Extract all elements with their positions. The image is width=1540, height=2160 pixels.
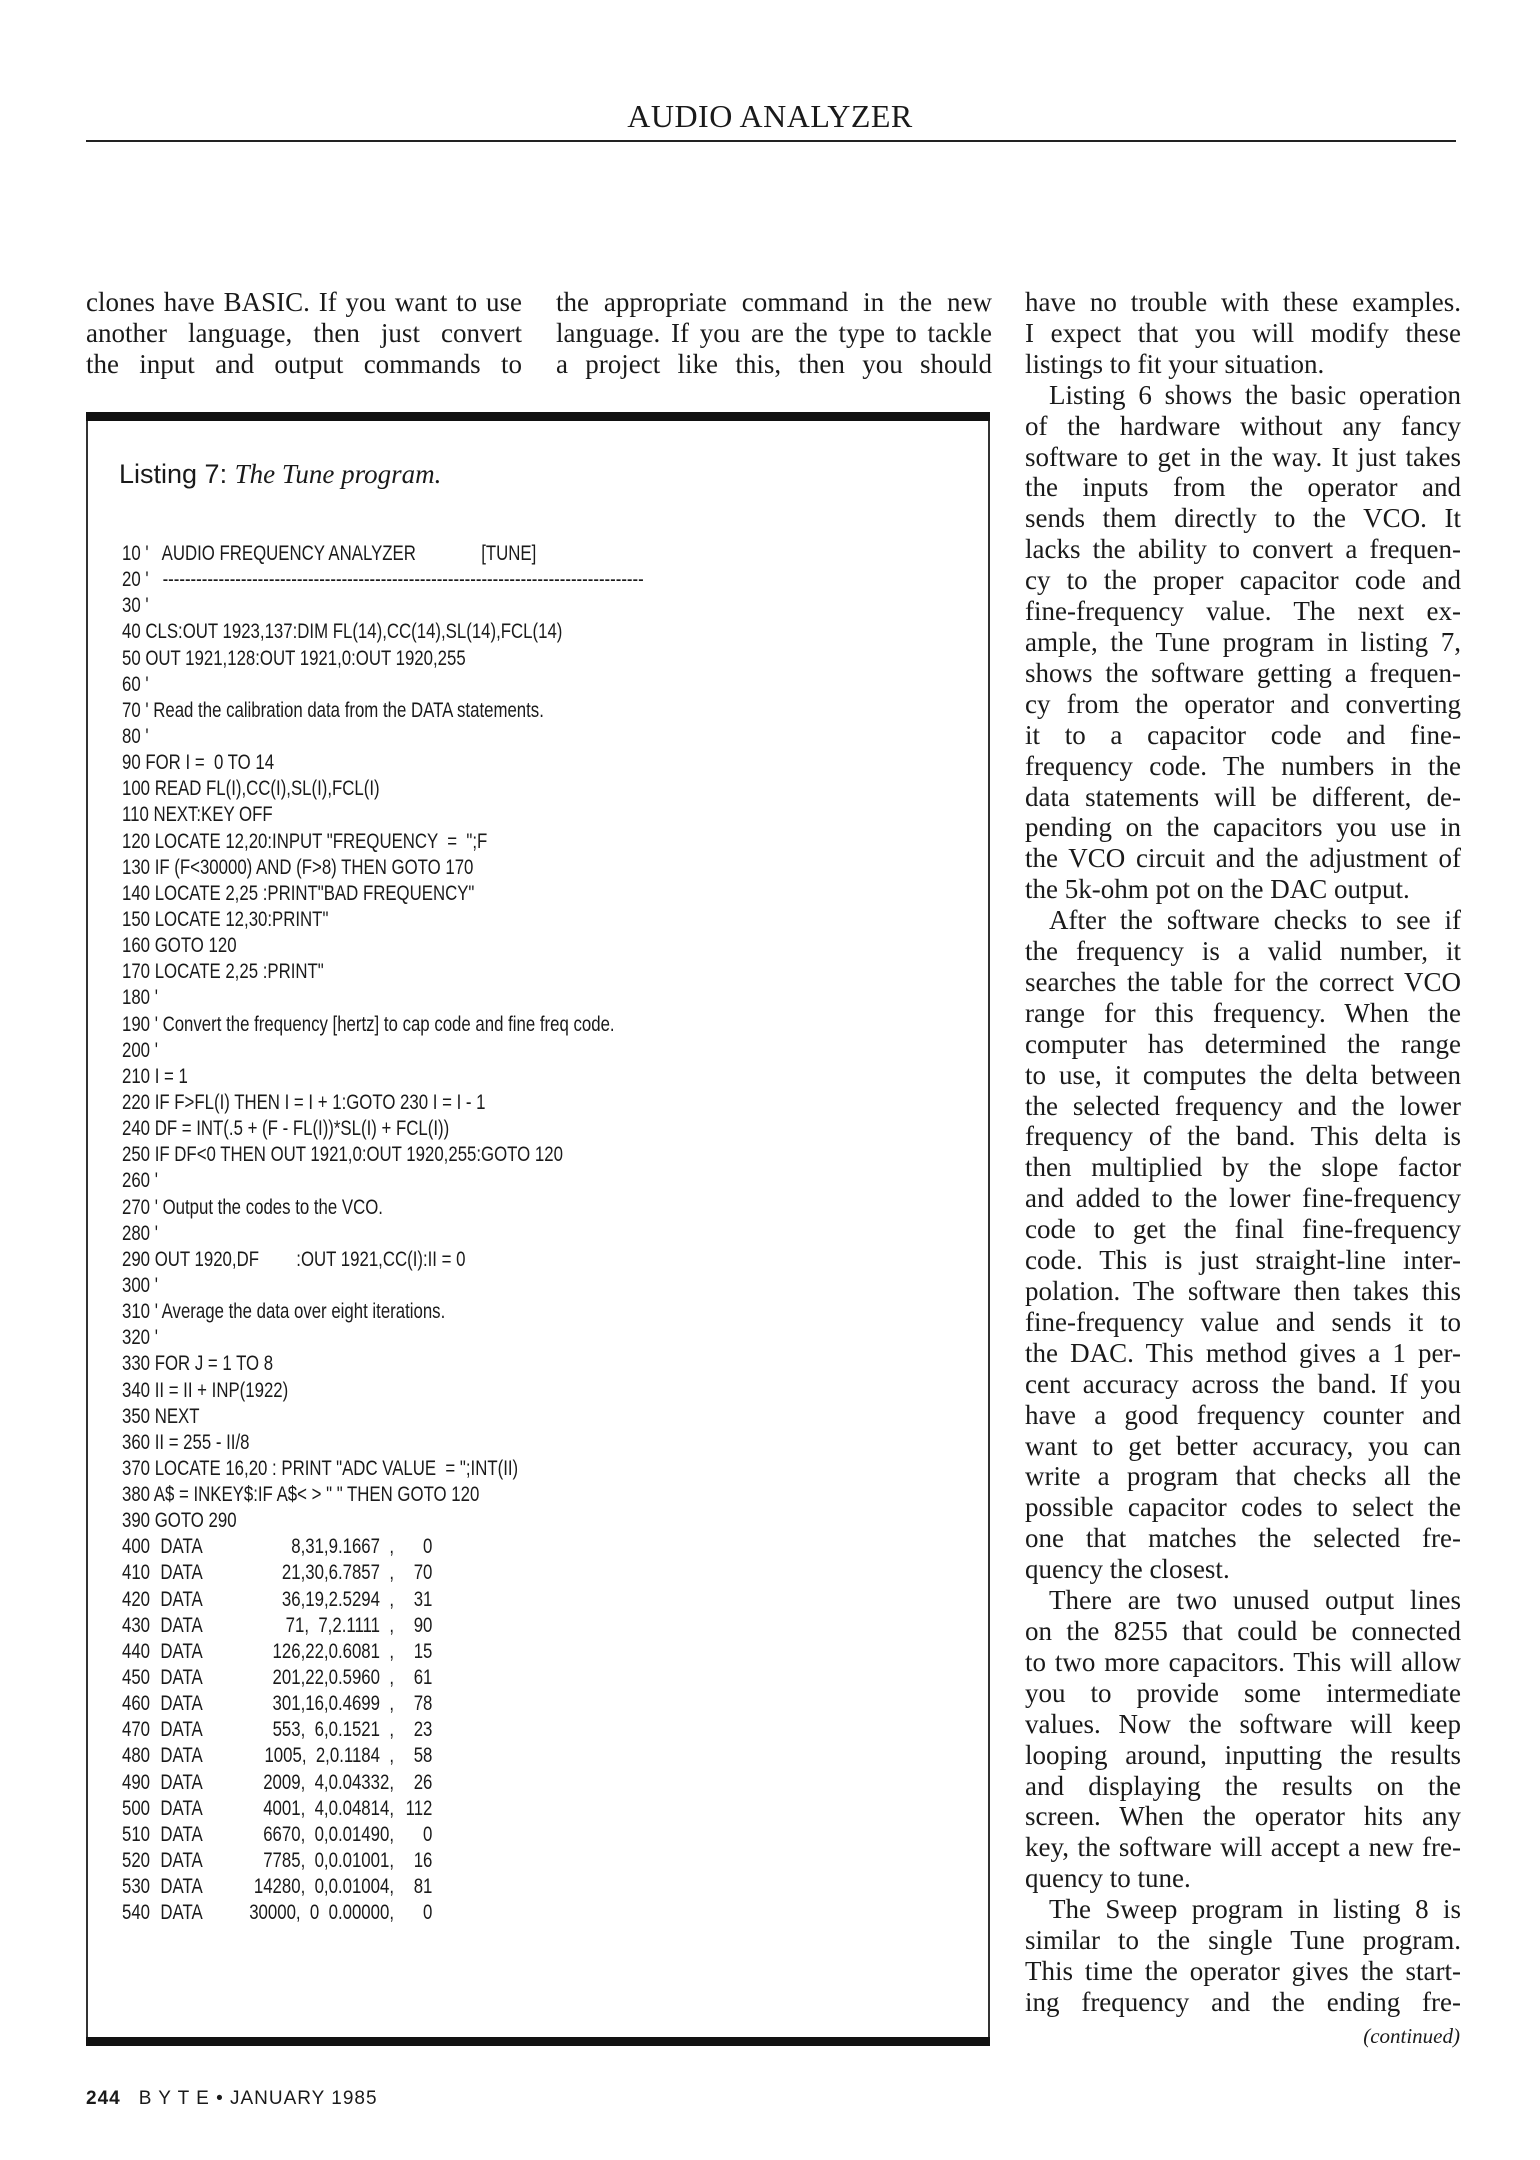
code-line: 350 NEXT: [122, 1404, 200, 1428]
code-line: 310 ' Average the data over eight iterations.: [122, 1300, 446, 1324]
code-line: 200 ': [122, 1038, 158, 1062]
code-line: 190 ' Convert the frequency [hertz] to cap code and fine freq code.: [122, 1012, 615, 1036]
text-line: This time the operator gives the start-: [1025, 1955, 1461, 1986]
data-last-value: 61: [413, 1666, 433, 1690]
text-line: computer has determined the range: [1025, 1028, 1461, 1059]
text-line: ing frequency and the ending fre-: [1025, 1986, 1461, 2017]
text-line: and displaying the results on the: [1025, 1770, 1461, 1801]
text-line: After the software checks to see if: [1049, 905, 1461, 936]
code-line: 120 LOCATE 12,20:INPUT "FREQUENCY = ";F: [122, 829, 488, 853]
text-line: pending on the capacitors you use in: [1025, 812, 1461, 843]
line-number: 540: [122, 1901, 151, 1925]
data-values: 1005, 2,0.1184 ,: [264, 1744, 394, 1768]
data-statement-line: [122, 1665, 922, 1691]
code-line: 260 ': [122, 1169, 158, 1193]
data-values: 4001, 4,0.04814,: [263, 1796, 394, 1820]
text-line: quency the closest.: [1025, 1554, 1230, 1585]
listing-box: [86, 412, 990, 2046]
data-statement-line: [122, 1743, 922, 1769]
line-number: 420: [122, 1587, 151, 1611]
code-line: 250 IF DF<0 THEN OUT 1921,0:OUT 1920,255:GOTO 120: [122, 1143, 563, 1167]
code-line: 150 LOCATE 12,30:PRINT": [122, 907, 329, 931]
data-statement-line: [122, 1900, 922, 1926]
data-statement-line: [122, 1717, 922, 1743]
text-line: the inputs from the operator and: [1025, 472, 1461, 503]
data-keyword: DATA: [160, 1639, 203, 1663]
text-line: to use, it computes the delta between: [1025, 1059, 1461, 1090]
data-last-value: 23: [413, 1718, 433, 1742]
text-line: code. This is just straight-line inter-: [1025, 1245, 1461, 1276]
text-line: the input and output commands to: [86, 349, 522, 379]
data-statement-line: [122, 1822, 922, 1848]
text-line: the VCO circuit and the adjustment of: [1025, 843, 1461, 874]
continued-note: (continued): [1363, 2024, 1460, 2048]
data-statement-line: [122, 1874, 922, 1900]
text-line: lacks the ability to convert a frequen-: [1025, 534, 1461, 565]
text-line: cent accuracy across the band. If you: [1025, 1368, 1461, 1399]
data-keyword: DATA: [160, 1561, 203, 1585]
data-statement-line: [122, 1848, 922, 1874]
code-line: 20 ' --------------------------------------------------------------------------------------: [122, 568, 644, 592]
line-number: 410: [122, 1561, 151, 1585]
text-line: write a program that checks all the: [1025, 1461, 1461, 1492]
listing-caption: [119, 459, 441, 490]
text-line: There are two unused output lines: [1049, 1585, 1461, 1616]
code-line: 140 LOCATE 2,25 :PRINT"BAD FREQUENCY": [122, 881, 475, 905]
data-values: 36,19,2.5294 ,: [281, 1587, 394, 1611]
data-keyword: DATA: [160, 1796, 203, 1820]
text-line: to two more capacitors. This will allow: [1025, 1646, 1461, 1677]
data-keyword: DATA: [160, 1901, 203, 1925]
line-number: 530: [122, 1875, 151, 1899]
line-number: 480: [122, 1744, 151, 1768]
text-line: searches the table for the correct VCO: [1025, 966, 1461, 997]
line-number: 450: [122, 1666, 151, 1690]
data-last-value: 26: [413, 1770, 433, 1794]
line-number: 460: [122, 1692, 151, 1716]
data-keyword: DATA: [160, 1849, 203, 1873]
text-line: another language, then just convert: [86, 318, 522, 348]
text-line: values. Now the software will keep: [1025, 1708, 1461, 1739]
line-number: 430: [122, 1613, 151, 1637]
text-line: have no trouble with these examples.: [1025, 287, 1461, 317]
text-line: have a good frequency counter and: [1025, 1399, 1461, 1430]
line-number: 510: [122, 1822, 151, 1846]
code-line: 370 LOCATE 16,20 : PRINT "ADC VALUE = ";INT(II): [122, 1456, 519, 1480]
code-line: 220 IF F>FL(I) THEN I = I + 1:GOTO 230 I = I - 1: [122, 1090, 486, 1114]
data-statement-line: [122, 1613, 922, 1639]
text-line: a project like this, then you should: [556, 349, 992, 379]
code-line: 10 ' AUDIO FREQUENCY ANALYZER [TUNE]: [122, 542, 537, 565]
data-values: 7785, 0,0.01001,: [263, 1849, 394, 1873]
data-last-value: 58: [413, 1744, 433, 1768]
line-number: 470: [122, 1718, 151, 1742]
data-last-value: 70: [413, 1561, 433, 1585]
data-values: 30000, 0 0.00000,: [249, 1901, 394, 1925]
code-line: 180 ': [122, 986, 158, 1010]
code-line: 210 I = 1: [122, 1064, 188, 1088]
data-keyword: DATA: [160, 1718, 203, 1742]
page-footer: [86, 2088, 378, 2110]
data-keyword: DATA: [160, 1692, 203, 1716]
text-line: clones have BASIC. If you want to use: [86, 287, 522, 317]
data-values: 71, 7,2.1111 ,: [285, 1613, 394, 1637]
code-line: 80 ': [122, 724, 149, 748]
code-line: 380 A$ = INKEY$:IF A$< > " " THEN GOTO 120: [122, 1483, 480, 1507]
text-line: fine-frequency value and sends it to: [1025, 1306, 1461, 1337]
code-line: 40 CLS:OUT 1923,137:DIM FL(14),CC(14),SL(14),FCL(14): [122, 620, 563, 644]
text-line: shows the software getting a frequen-: [1025, 657, 1461, 688]
text-line: screen. When the operator hits any: [1025, 1801, 1461, 1832]
text-line: possible capacitor codes to select the: [1025, 1492, 1461, 1523]
code-line: 160 GOTO 120: [122, 934, 237, 958]
text-line: quency to tune.: [1025, 1863, 1191, 1894]
text-line: The Sweep program in listing 8 is: [1049, 1894, 1461, 1925]
data-statement-line: [122, 1770, 922, 1796]
text-line: I expect that you will modify these: [1025, 317, 1461, 348]
code-line: 50 OUT 1921,128:OUT 1921,0:OUT 1920,255: [122, 646, 466, 670]
data-statement-line: [122, 1534, 922, 1560]
data-keyword: DATA: [160, 1744, 203, 1768]
data-last-value: 81: [413, 1875, 433, 1899]
data-keyword: DATA: [160, 1666, 203, 1690]
data-last-value: 78: [413, 1692, 433, 1716]
data-last-value: 0: [423, 1901, 433, 1925]
data-last-value: 16: [413, 1849, 433, 1873]
text-line: listings to fit your situation.: [1025, 348, 1325, 379]
data-last-value: 0: [423, 1822, 433, 1846]
code-line: 300 ': [122, 1273, 158, 1297]
line-number: 490: [122, 1770, 151, 1794]
text-line: and added to the lower fine-frequency: [1025, 1183, 1461, 1214]
data-values: 301,16,0.4699 ,: [272, 1692, 394, 1716]
text-line: ample, the Tune program in listing 7,: [1025, 626, 1461, 657]
text-line: the selected frequency and the lower: [1025, 1090, 1461, 1121]
code-line: 100 READ FL(I),CC(I),SL(I),FCL(I): [122, 777, 380, 801]
code-line: 270 ' Output the codes to the VCO.: [122, 1195, 383, 1219]
data-values: 553, 6,0.1521 ,: [272, 1718, 394, 1742]
data-last-value: 31: [413, 1587, 433, 1611]
data-statement-line: [122, 1691, 922, 1717]
code-line: 110 NEXT:KEY OFF: [122, 803, 273, 827]
text-column-3: [1025, 287, 1461, 2018]
text-line: cy from the operator and converting: [1025, 688, 1461, 719]
data-last-value: 15: [413, 1639, 433, 1663]
text-line: cy to the proper capacitor code and: [1025, 565, 1461, 596]
text-line: sends them directly to the VCO. It: [1025, 503, 1461, 534]
data-keyword: DATA: [160, 1822, 203, 1846]
code-line: 340 II = II + INP(1922): [122, 1378, 289, 1402]
code-line: 90 FOR I = 0 TO 14: [122, 751, 275, 775]
data-keyword: DATA: [160, 1535, 203, 1559]
code-line: 130 IF (F<30000) AND (F>8) THEN GOTO 170: [122, 855, 474, 879]
data-keyword: DATA: [160, 1875, 203, 1899]
header-rule: [86, 140, 1456, 142]
line-number: 440: [122, 1639, 151, 1663]
text-line: looping around, inputting the results: [1025, 1739, 1461, 1770]
text-line: code to get the final fine-frequency: [1025, 1214, 1461, 1245]
code-line: 60 ': [122, 672, 149, 696]
text-line: frequency code. The numbers in the: [1025, 750, 1461, 781]
code-line: 240 DF = INT(.5 + (F - FL(I))*SL(I) + FCL(I)): [122, 1117, 450, 1141]
data-values: 14280, 0,0.01004,: [253, 1875, 394, 1899]
data-keyword: DATA: [160, 1770, 203, 1794]
code-listing: [122, 541, 922, 1926]
code-line: 320 ': [122, 1326, 158, 1350]
data-values: 2009, 4,0.04332,: [263, 1770, 394, 1794]
text-line: the appropriate command in the new: [556, 287, 992, 317]
data-statement-line: [122, 1587, 922, 1613]
publication-line: B Y T E • JANUARY 1985: [138, 2088, 378, 2109]
text-line: of the hardware without any fancy: [1025, 410, 1461, 441]
listing-label: Listing 7:: [119, 459, 228, 489]
data-values: 21,30,6.7857 ,: [281, 1561, 394, 1585]
text-line: data statements will be different, de-: [1025, 781, 1461, 812]
text-line: you to provide some intermediate: [1025, 1677, 1461, 1708]
code-line: 360 II = 255 - II/8: [122, 1430, 250, 1454]
data-values: 126,22,0.6081 ,: [272, 1639, 394, 1663]
listing-bottom-rule: [86, 2037, 990, 2046]
line-number: 400: [122, 1535, 151, 1559]
code-line: 280 ': [122, 1221, 158, 1245]
data-statement-line: [122, 1560, 922, 1586]
text-line: the DAC. This method gives a 1 per-: [1025, 1337, 1461, 1368]
text-line: one that matches the selected fre-: [1025, 1523, 1461, 1554]
data-values: 8,31,9.1667 ,: [291, 1535, 394, 1559]
listing-title: The Tune program.: [234, 459, 442, 489]
text-column-2: [556, 287, 992, 380]
text-line: want to get better accuracy, you can: [1025, 1430, 1461, 1461]
code-line: 390 GOTO 290: [122, 1509, 237, 1533]
text-line: language. If you are the type to tackle: [556, 318, 992, 348]
code-line: 290 OUT 1920,DF :OUT 1921,CC(I):II = 0: [122, 1247, 466, 1271]
data-keyword: DATA: [160, 1587, 203, 1611]
code-line: 30 ': [122, 594, 149, 618]
data-statement-line: [122, 1796, 922, 1822]
text-column-1: [86, 287, 522, 380]
text-line: frequency of the band. This delta is: [1025, 1121, 1461, 1152]
text-line: key, the software will accept a new fre-: [1025, 1832, 1461, 1863]
page-number: 244: [86, 2088, 121, 2109]
data-last-value: 112: [405, 1796, 433, 1820]
text-line: software to get in the way. It just takes: [1025, 441, 1461, 472]
text-line: then multiplied by the slope factor: [1025, 1152, 1461, 1183]
line-number: 520: [122, 1849, 151, 1873]
running-header: AUDIO ANALYZER: [627, 98, 913, 134]
text-line: range for this frequency. When the: [1025, 997, 1461, 1028]
text-line: fine-frequency value. The next ex-: [1025, 596, 1461, 627]
data-last-value: 0: [423, 1535, 433, 1559]
code-line: 170 LOCATE 2,25 :PRINT": [122, 960, 324, 984]
listing-top-rule: [86, 412, 990, 421]
line-number: 500: [122, 1796, 151, 1820]
data-keyword: DATA: [160, 1613, 203, 1637]
text-line: Listing 6 shows the basic operation: [1049, 379, 1461, 410]
text-line: it to a capacitor code and fine-: [1025, 719, 1461, 750]
text-line: similar to the single Tune program.: [1025, 1925, 1461, 1956]
text-line: the frequency is a valid number, it: [1025, 936, 1461, 967]
code-line: 70 ' Read the calibration data from the DATA statements.: [122, 698, 544, 722]
code-line: 330 FOR J = 1 TO 8: [122, 1352, 274, 1376]
text-line: the 5k-ohm pot on the DAC output.: [1025, 874, 1410, 905]
data-statement-line: [122, 1639, 922, 1665]
text-line: on the 8255 that could be connected: [1025, 1615, 1461, 1646]
data-last-value: 90: [413, 1613, 433, 1637]
data-values: 6670, 0,0.01490,: [263, 1822, 394, 1846]
data-values: 201,22,0.5960 ,: [272, 1666, 394, 1690]
text-line: polation. The software then takes this: [1025, 1276, 1461, 1306]
